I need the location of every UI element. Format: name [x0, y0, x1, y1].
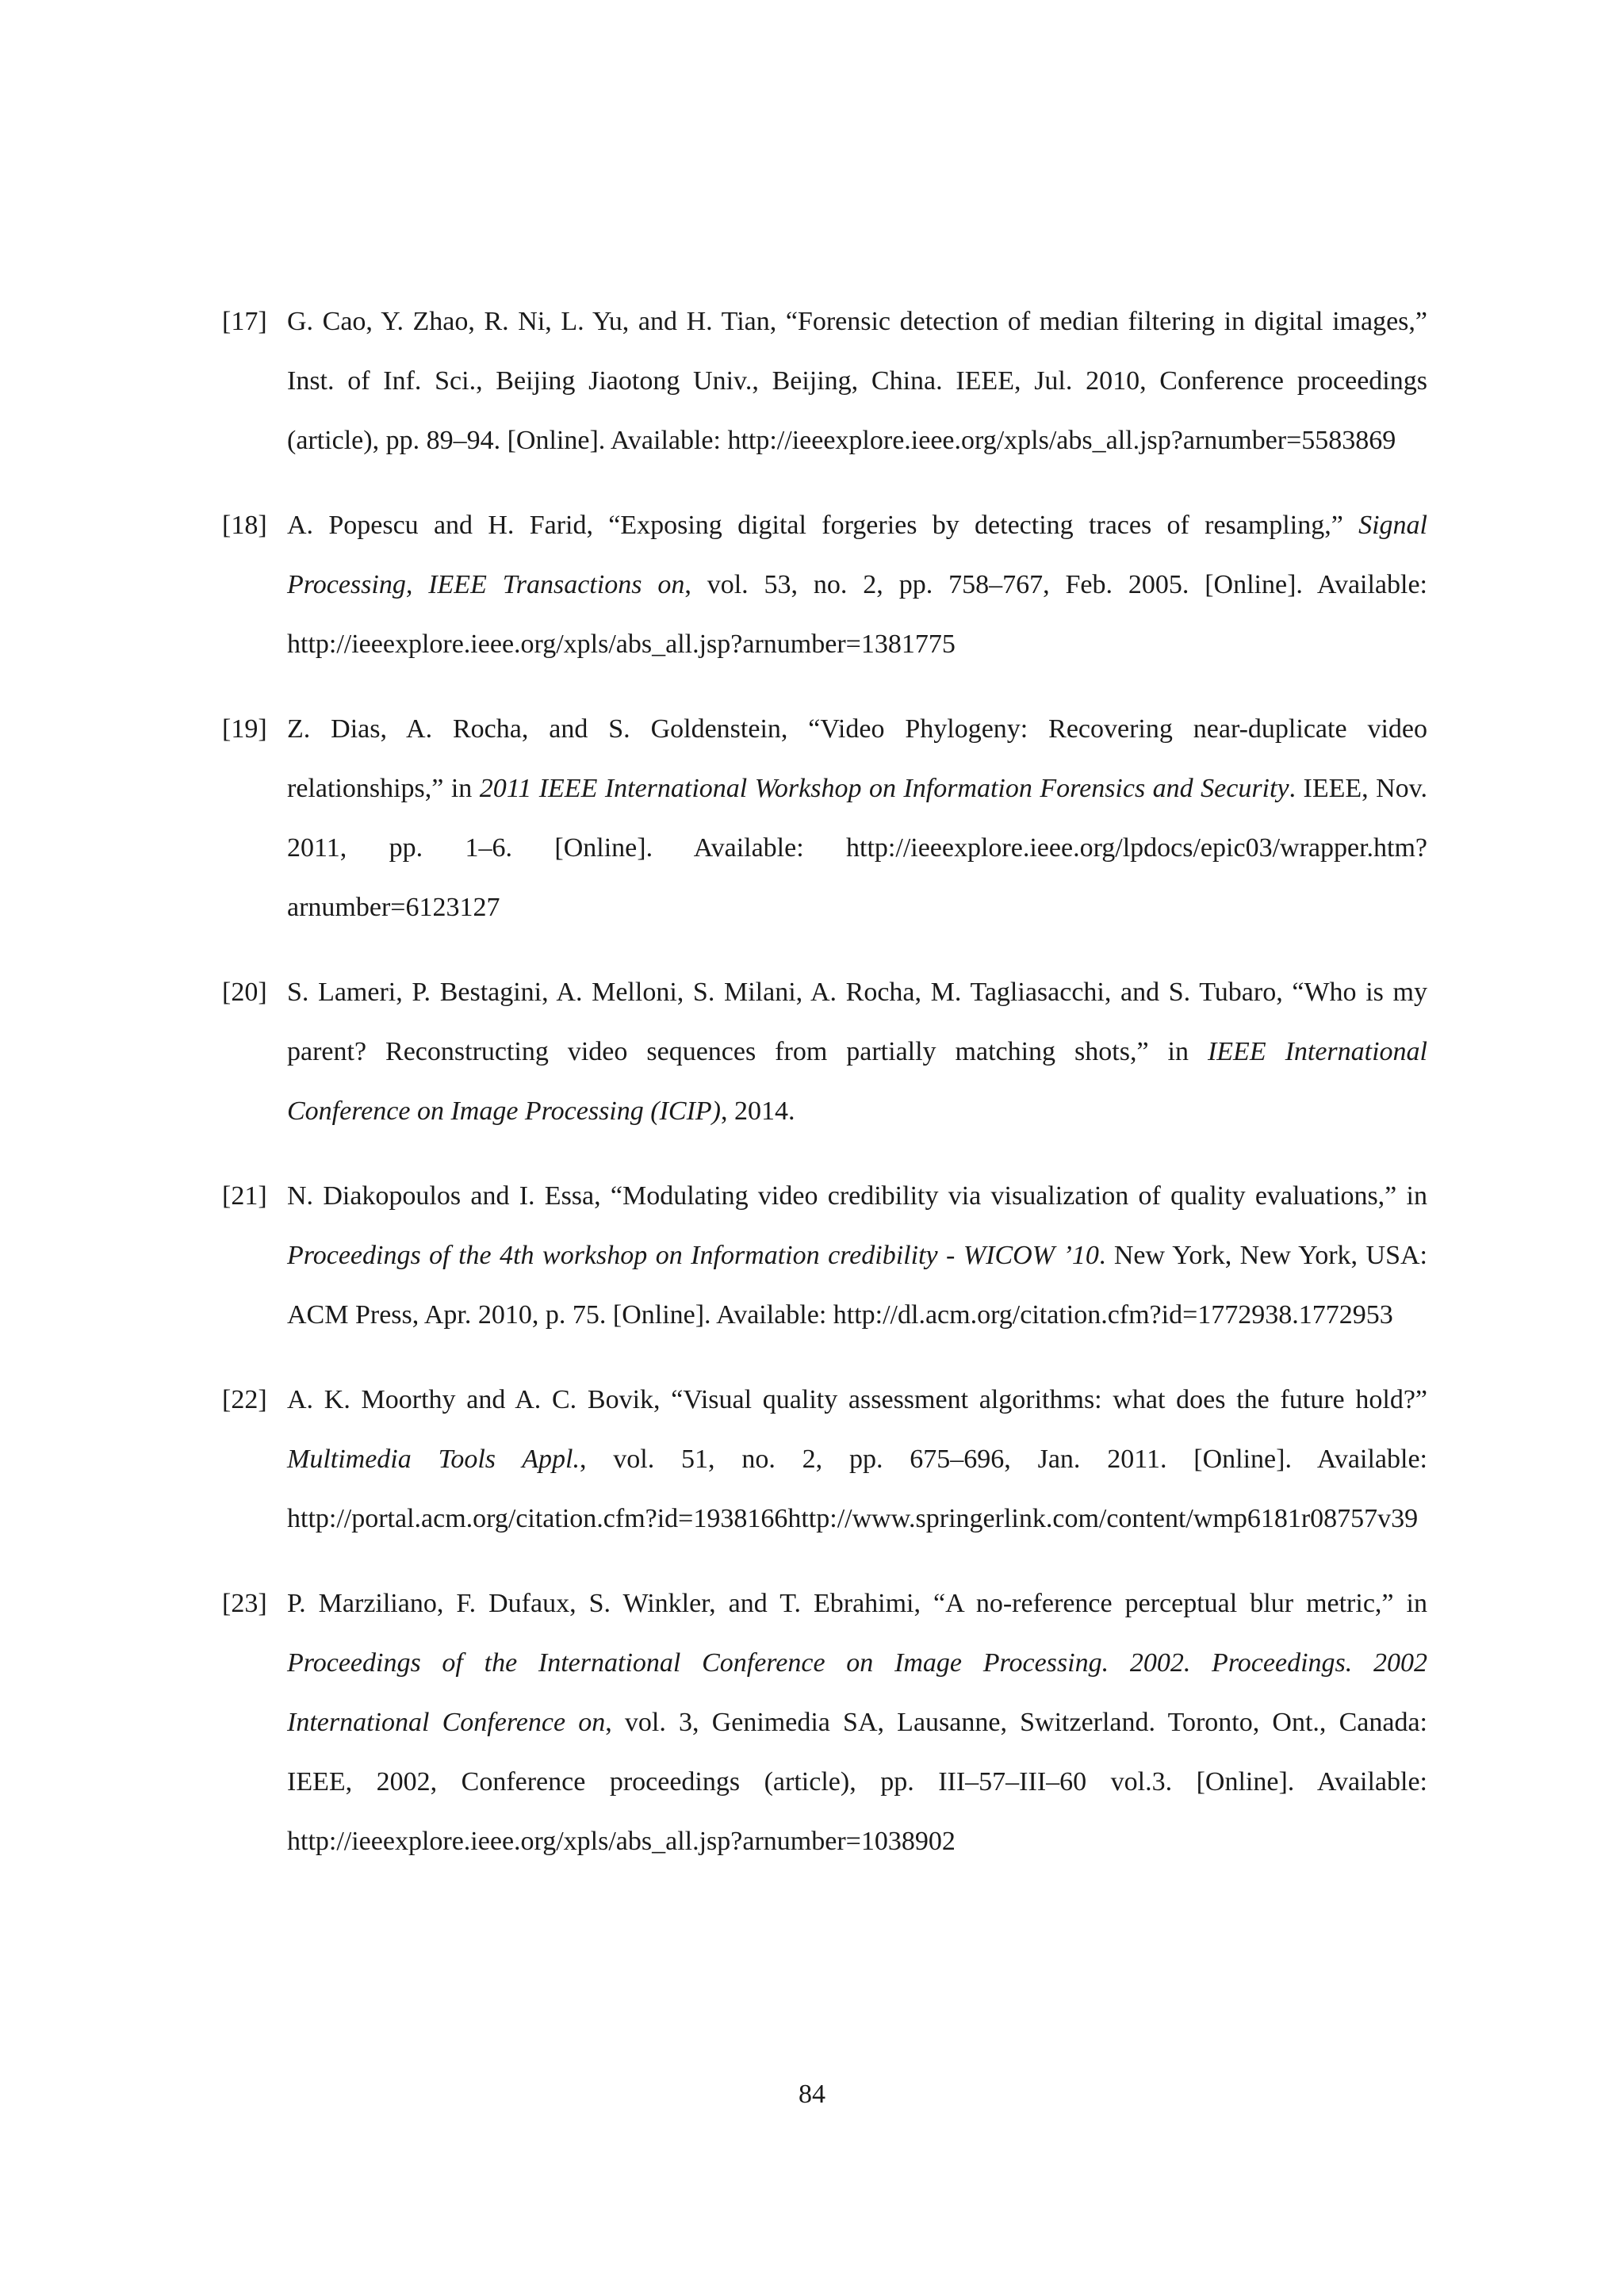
reference-segment: S. Lameri, P. Bestagini, A. Melloni, S. Milani, A. Rocha, M. Tagliasacchi, and S. Tubaro, “Who is my parent? Reconstructing video sequences from partially matching shots,” in: [287, 978, 1427, 1066]
reference-entry: [222, 1166, 1427, 1345]
reference-entry: [222, 496, 1427, 674]
reference-entry: [222, 1574, 1427, 1871]
reference-text: [287, 292, 1427, 470]
reference-text: [287, 496, 1427, 674]
reference-segment: P. Marziliano, F. Dufaux, S. Winkler, and T. Ebrahimi, “A no-reference perceptual blur metric,” in: [287, 1589, 1427, 1618]
reference-segment: A. Popescu and H. Farid, “Exposing digital forgeries by detecting traces of resampling,”: [287, 511, 1359, 540]
reference-text: [287, 962, 1427, 1141]
reference-segment: , vol. 3, Genimedia SA, Lausanne, Switzerland. Toronto, Ont., Canada: IEEE, 2002, Conference proceedings (article), pp. III–57–III–60 vol.3. [Online]. Available: http://ieeexplore.ieee.org/xpls/abs_all.jsp?arnumber=1038902: [287, 1708, 1427, 1856]
reference-number: [19]: [222, 714, 267, 744]
reference-number: [21]: [222, 1181, 267, 1211]
reference-venue: Proceedings of the International Conference on Image Processing. 2002. Proceedings. 2002 International Conference on: [287, 1648, 1427, 1737]
reference-segment: , 2014.: [721, 1096, 795, 1126]
reference-segment: , vol. 51, no. 2, pp. 675–696, Jan. 2011. [Online]. Available: http://portal.acm.org/citation.cfm?id=1938166http://www.springerlink.com/content/wmp6181r08757v39: [287, 1445, 1427, 1533]
reference-venue: Signal Processing, IEEE Transactions on: [287, 511, 1427, 599]
reference-segment: . IEEE, Nov. 2011, pp. 1–6. [Online]. Available: http://ieeexplore.ieee.org/lpdocs/epic03/wrapper.htm?arnumber=6123127: [287, 774, 1427, 922]
reference-number: [23]: [222, 1589, 267, 1618]
reference-entry: [222, 962, 1427, 1141]
reference-segment: G. Cao, Y. Zhao, R. Ni, L. Yu, and H. Tian, “Forensic detection of median filtering in digital images,” Inst. of Inf. Sci., Beijing Jiaotong Univ., Beijing, China. IEEE, Jul. 2010, Conference proceedings (article), pp. 89–94. [Online]. Available: http://ieeexplore.ieee.org/xpls/abs_all.jsp?arnumber=5583869: [287, 307, 1427, 455]
reference-text: [287, 1574, 1427, 1871]
reference-entry: [222, 699, 1427, 937]
page-number: 84: [799, 2080, 825, 2109]
reference-list: [222, 292, 1427, 1896]
reference-text: [287, 1370, 1427, 1548]
reference-venue: Proceedings of the 4th workshop on Information credibility - WICOW ’10: [287, 1241, 1099, 1270]
reference-text: [287, 1166, 1427, 1345]
reference-segment: . New York, New York, USA: ACM Press, Apr. 2010, p. 75. [Online]. Available: http://dl.acm.org/citation.cfm?id=1772938.1772953: [287, 1241, 1427, 1330]
reference-number: [18]: [222, 511, 267, 540]
reference-text: [287, 699, 1427, 937]
reference-segment: , vol. 53, no. 2, pp. 758–767, Feb. 2005. [Online]. Available: http://ieeexplore.ieee.org/xpls/abs_all.jsp?arnumber=1381775: [287, 570, 1428, 659]
reference-number: [20]: [222, 978, 267, 1007]
reference-venue: 2011 IEEE International Workshop on Information Forensics and Security: [479, 774, 1289, 803]
reference-venue: IEEE International Conference on Image Processing (ICIP): [287, 1037, 1427, 1126]
reference-number: [22]: [222, 1385, 267, 1414]
reference-entry: [222, 292, 1427, 470]
reference-entry: [222, 1370, 1427, 1548]
reference-segment: Z. Dias, A. Rocha, and S. Goldenstein, “Video Phylogeny: Recovering near-duplicate video relationships,” in: [287, 714, 1427, 803]
reference-segment: N. Diakopoulos and I. Essa, “Modulating video credibility via visualization of quality evaluations,” in: [287, 1181, 1427, 1211]
reference-segment: A. K. Moorthy and A. C. Bovik, “Visual quality assessment algorithms: what does the future hold?”: [287, 1385, 1427, 1414]
reference-number: [17]: [222, 307, 267, 336]
reference-venue: Multimedia Tools Appl.: [287, 1445, 580, 1474]
